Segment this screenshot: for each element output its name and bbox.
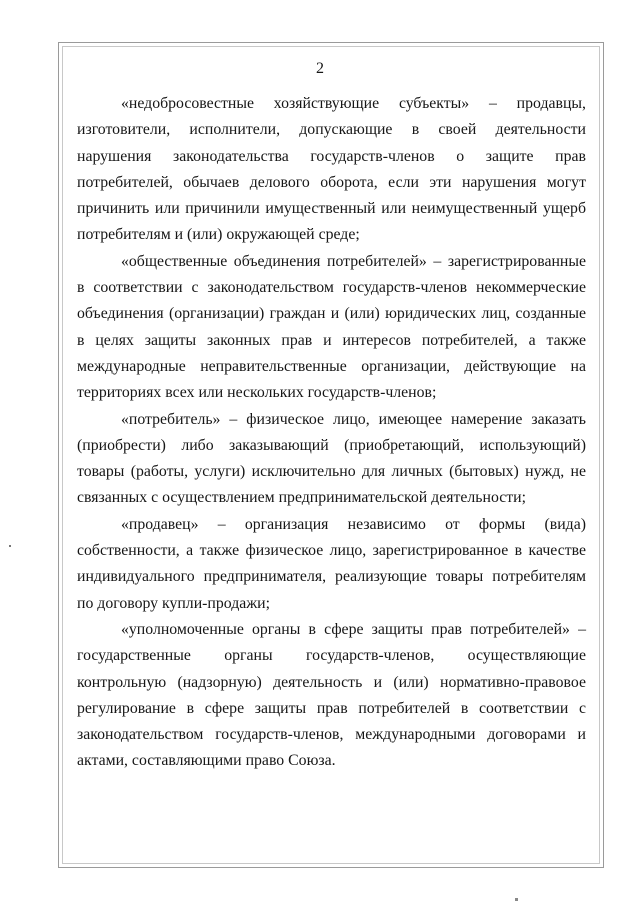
definition-paragraph-consumer-associations: «общественные объединения потребителей» – зарегистрированные в соответствии с законодательством государств-членов некоммерческие объединения (организации) граждан и (или) юридических лиц, созданные в целях защиты законных прав и интересов потребителей, а также международные неправительственные организации, действующие на территориях всех или нескольких государств-членов; [77, 252, 586, 402]
definition-paragraph-consumer: «потребитель» – физическое лицо, имеющее намерение заказать (приобрести) либо заказывающий (приобретающий, использующий) товары (работы, услуги) исключительно для личных (бытовых) нужд, не связанных с осуществлением предпринимательской деятельности; [77, 410, 586, 507]
scan-artifact [9, 545, 11, 547]
scan-artifact [515, 898, 518, 901]
document-body [77, 91, 586, 775]
page-number: 2 [316, 60, 324, 77]
definition-paragraph-unfair-entities: «недобросовестные хозяйствующие субъекты» – продавцы, изготовители, исполнители, допускающие в своей деятельности нарушения законодательства государств-членов о защите прав потребителей, обычаев делового оборота, если эти нарушения могут причинить или причинили имущественный или неимущественный ущерб потребителям и (или) окружающей среде; [77, 95, 586, 244]
definition-paragraph-seller: «продавец» – организация независимо от формы (вида) собственности, а также физическое лицо, зарегистрированное в качестве индивидуального предпринимателя, реализующие товары потребителям по договору купли-продажи; [77, 515, 586, 612]
definition-paragraph-authorized-bodies: «уполномоченные органы в сфере защиты прав потребителей» – государственные органы государств-членов, осуществляющие контрольную (надзорную) деятельность и (или) нормативно-правовое регулирование в сфере защиты прав потребителей в соответствии с законодательством государств-членов, международными договорами и актами, составляющими право Союза. [77, 620, 586, 770]
